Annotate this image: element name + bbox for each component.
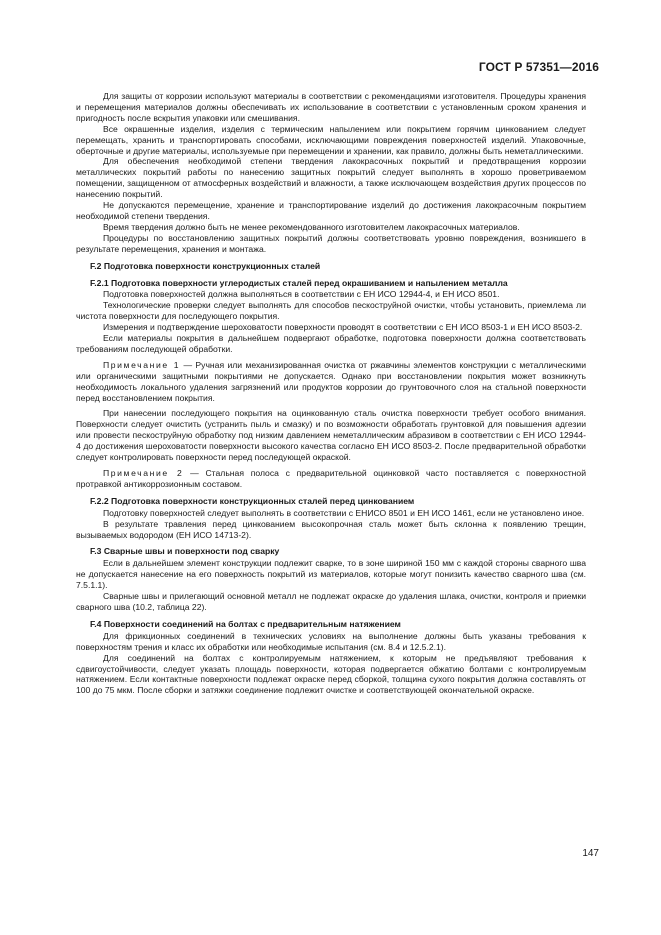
paragraph: Измерения и подтверждение шероховатости поверхности проводят в соответствии с ЕН ИСО 8503-1 и ЕН ИСО 8503-2. (103, 322, 583, 333)
paragraph: Для обеспечения необходимой степени твердения лакокрасочных покрытий и предотвращения коррозии металлических покрытий работы по нанесению защитных покрытий следует выполнять в хорошо проветриваемом помещении, защищенном от атмосферных воздействий и влажности, а также исключающем воздействия других процессов по нанесению покрытий. (76, 156, 586, 200)
note-1-text: — Ручная или механизированная очистка от ржавчины элементов конструкции с металлическими или органическими защитными покрытиями не допускается. Однако при восстановлении покрытия может возникнуть необходимость локального удаления загрязнений или продуктов коррозии до грунтовочного слоя на стальной поверхности перед восстановлением покрытия. (76, 359, 587, 403)
standard-code: ГОСТ Р 57351—2016 (478, 60, 599, 74)
paragraph: Если в дальнейшем элемент конструкции подлежит сварке, то в зоне шириной 150 мм с каждой стороны сварного шва не допускается нанесение на его поверхность покрытий из материалов, которые могут понизить качество сварного шва (см. 7.5.1.1). (76, 558, 586, 591)
subsection-heading-f2-2: F.2.2 Подготовка поверхности конструкционных сталей перед цинкованием (90, 495, 415, 506)
document-body (76, 91, 586, 696)
note-2-label: Примечание 2 (103, 468, 184, 478)
section-heading-f3: F.3 Сварные швы и поверхности под сварку (90, 546, 280, 557)
subsection-heading-f2-1: F.2.1 Подготовка поверхности углеродистых сталей перед окрашиванием и напылением металла (90, 277, 508, 288)
paragraph: Сварные швы и прилегающий основной металл не подлежат окраске до удаления шлака, очистки, контроля и приемки сварного шва (10.2, таблица 22). (76, 591, 586, 612)
note-2-text: — Стальная полоса с предварительной оцинковкой часто поставляется с поверхностной протравкой антикоррозионным составом. (76, 468, 587, 489)
paragraph: Все окрашенные изделия, изделия с термическим напылением или покрытием горячим цинкованием следует перемещать, хранить и транспортировать способами, исключающими повреждения поверхностей изделий. Упаковочные, оберточные и другие материалы, используемые при перемещении и хранении, как правило, должны быть неметаллическими. (76, 123, 586, 156)
note-1-label: Примечание 1 (103, 359, 181, 370)
paragraph: Для защиты от коррозии используют материалы в соответствии с рекомендациями изготовителя. Процедуры хранения и перемещения материалов должны обеспечивать их использование в соответствии с установленным сроком хранения и пригодность после вскрытия упаковки или смешивания. (76, 91, 586, 123)
page-number: 147 (582, 848, 599, 859)
paragraph: Для фрикционных соединений в технических условиях на выполнение должны быть указаны требования к поверхностям трения и класс их обработки или необходимые испытания (см. 8.4 и 12.5.2.1). (76, 630, 586, 652)
note-1 (76, 360, 586, 404)
paragraph: Для соединений на болтах с контролируемым натяжением, к которым не предъявляют требования к сдвигоустойчивости, следует указать площадь поверхности, которая подвергается обжатию болтами с контролируемым натяжением. Если контактные поверхности подлежат окраске перед сборкой, толщина сухого покрытия должна составлять от 100 до 75 мкм. После сборки и затяжки соединение подлежит очистке и соответствующей окончательной окраске. (76, 652, 586, 696)
paragraph: Технологические проверки следует выполнять для способов пескоструйной очистки, чтобы установить, приемлема ли чистота поверхности для последующего покрытия. (76, 300, 586, 322)
section-heading-f4: F.4 Поверхности соединений на болтах с предварительным натяжением (90, 618, 401, 629)
paragraph: Процедуры по восстановлению защитных покрытий должны соответствовать уровню повреждения, возникшего в результате перемещения, хранения и монтажа. (76, 232, 586, 254)
paragraph: Не допускаются перемещение, хранение и транспортирование изделий до достижения лакокрасочным покрытием необходимой степени твердения. (76, 200, 586, 221)
paragraph: Подготовку поверхностей следует выполнять в соответствии с ЕНИСО 8501 и ЕН ИСО 1461, если не установлено иное. (103, 507, 585, 518)
paragraph: В результате травления перед цинкованием высокопрочная сталь может быть склонна к появлению трещин, вызываемых водородом (ЕН ИСО 14713-2). (76, 518, 586, 540)
paragraph: Если материалы покрытия в дальнейшем подвергают обработке, подготовка поверхности должна соответствовать требованиям последующей обработки. (76, 333, 586, 354)
note-2 (76, 468, 586, 490)
paragraph: Время твердения должно быть не менее рекомендованного изготовителем лакокрасочных материалов. (103, 221, 520, 232)
section-heading-f2: F.2 Подготовка поверхности конструкционных сталей (90, 260, 321, 271)
paragraph: При нанесении последующего покрытия на оцинкованную сталь очистка поверхности требует особого внимания. Поверхности следует очистить (устранить пыль и смазку) и по возможности обработать грунтовкой для повышения адгезии или провести пескоструйную обработку под низким давлением неметаллическим абразивом в соответствии с ЕН ИСО 12944-4 до достижения шероховатости поверхности высокого качества согласно ЕН ИСО 8503-2. После предварительной обработки следует контролировать поверхности перед последующей окраской. (76, 408, 586, 463)
paragraph: Подготовка поверхностей должна выполняться в соответствии с ЕН ИСО 12944-4, и ЕН ИСО 8501. (103, 289, 500, 300)
